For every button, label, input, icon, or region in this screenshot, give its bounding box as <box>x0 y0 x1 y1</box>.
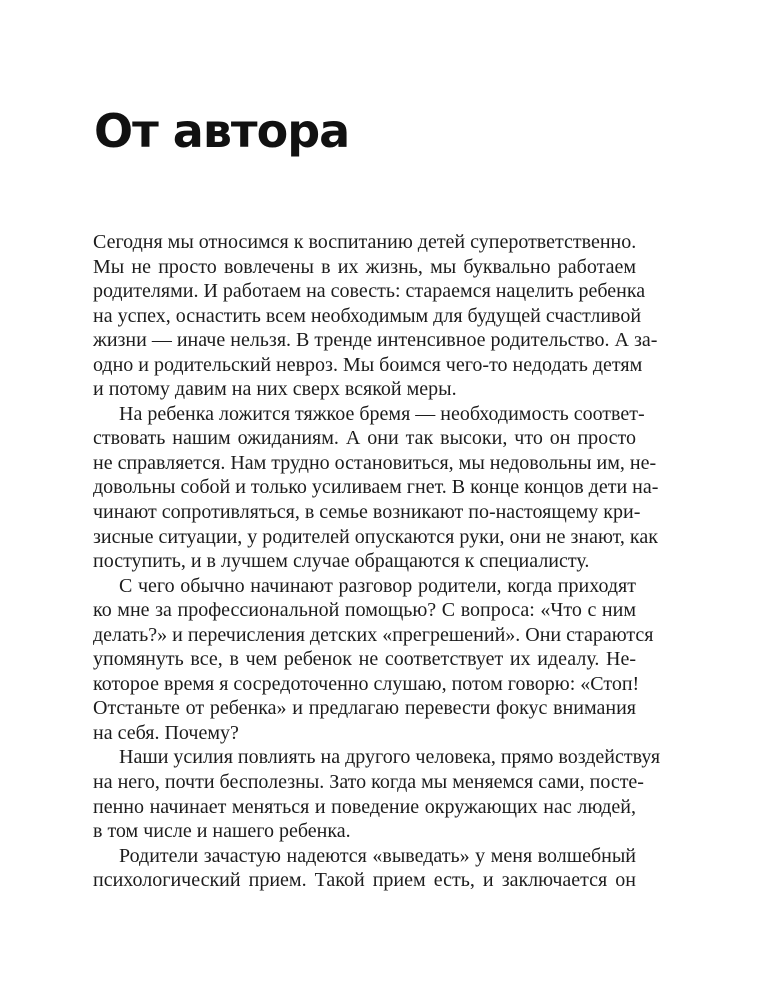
chapter-title: От автора <box>94 104 350 158</box>
text-line: ствовать нашим ожиданиям. А они так высоки, что он просто <box>93 427 636 450</box>
text-line: на него, почти бесполезны. Зато когда мы меняемся сами, посте- <box>93 771 644 794</box>
text-line: упомянуть все, в чем ребенок не соответствует их идеалу. Не- <box>93 648 636 671</box>
text-line: Родители зачастую надеются «выведать» у меня волшебный <box>119 844 636 867</box>
text-line: которое время я сосредоточенно слушаю, потом говорю: «Стоп! <box>93 672 640 695</box>
text-line: поступить, и в лучшем случае обращаются к специалисту. <box>93 550 590 573</box>
text-line: С чего обычно начинают разговор родители, когда приходят <box>119 574 636 597</box>
text-line: не справляется. Нам трудно остановиться, мы недовольны им, не- <box>93 451 657 474</box>
text-line: одно и родительский невроз. Мы боимся чего-то недодать детям <box>93 353 643 376</box>
text-line: ко мне за профессиональной помощью? С вопроса: «Что с ним <box>93 599 636 622</box>
text-line: Сегодня мы относимся к воспитанию детей суперответственно. <box>93 231 637 253</box>
text-line: Отстаньте от ребенка» и предлагаю перевести фокус внимания <box>93 697 636 720</box>
text-line: на успех, оснастить всем необходимым для будущей счастливой <box>93 304 642 327</box>
chapter-body <box>93 230 661 893</box>
text-line: На ребенка ложится тяжкое бремя — необходимость соответ- <box>119 402 645 425</box>
text-line: и потому давим на них сверх всякой меры. <box>93 378 457 401</box>
text-line: делать?» и перечисления детских «прегрешений». Они стараются <box>93 623 654 646</box>
text-line: на себя. Почему? <box>93 721 239 744</box>
text-line: психологический прием. Такой прием есть, и заключается он <box>93 869 636 892</box>
text-line: Наши усилия повлиять на другого человека, прямо воздействуя <box>119 746 661 769</box>
text-line: Мы не просто вовлечены в их жизнь, мы буквально работаем <box>93 255 636 278</box>
text-line: в том числе и нашего ребенка. <box>93 820 351 843</box>
text-line: жизни — иначе нельзя. В тренде интенсивное родительство. А за- <box>93 329 658 352</box>
text-line: чинают сопротивляться, в семье возникают по-настоящему кри- <box>93 501 641 524</box>
text-line: родителями. И работаем на совесть: стараемся нацелить ребенка <box>93 280 646 303</box>
text-line: пенно начинает меняться и поведение окружающих нас людей, <box>93 795 636 818</box>
text-line: довольны собой и только усиливаем гнет. В конце концов дети на- <box>93 476 659 499</box>
text-line: зисные ситуации, у родителей опускаются руки, они не знают, как <box>93 525 658 548</box>
